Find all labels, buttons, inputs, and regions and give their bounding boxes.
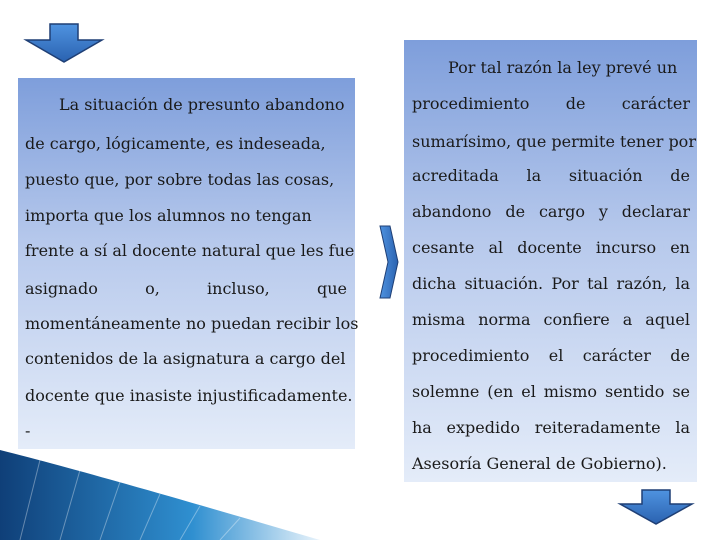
word: dicha bbox=[412, 274, 457, 293]
word: al bbox=[488, 238, 504, 257]
word: (en bbox=[487, 382, 514, 401]
word: incluso, bbox=[207, 279, 270, 298]
word: misma bbox=[412, 310, 466, 329]
word: expedido bbox=[446, 418, 520, 437]
word: razón, bbox=[616, 274, 668, 293]
word: se bbox=[672, 382, 690, 401]
word: de bbox=[670, 166, 690, 185]
word: de bbox=[505, 202, 526, 221]
word: situación bbox=[568, 166, 643, 185]
left-line-5: frente a sí al docente natural que les fue bbox=[25, 241, 355, 260]
word: la bbox=[675, 418, 690, 437]
left-line-4: importa que los alumnos no tengan bbox=[25, 206, 312, 225]
word: y bbox=[598, 202, 608, 221]
left-line-6 bbox=[25, 279, 347, 299]
right-line-3: sumarísimo, que permite tener por bbox=[412, 132, 696, 151]
word: tal bbox=[587, 274, 609, 293]
word: solemne bbox=[412, 382, 480, 401]
right-line-5 bbox=[412, 202, 690, 222]
word: la bbox=[675, 274, 690, 293]
right-line-1: Por tal razón la ley prevé un bbox=[448, 58, 678, 77]
word: acreditada bbox=[412, 166, 499, 185]
right-line-10 bbox=[412, 382, 690, 402]
word: asignado bbox=[25, 279, 98, 298]
word: carácter bbox=[582, 346, 651, 365]
word: aquel bbox=[645, 310, 690, 329]
word: confiere bbox=[543, 310, 610, 329]
word: de bbox=[565, 94, 586, 113]
word: carácter bbox=[621, 94, 690, 113]
right-line-11 bbox=[412, 418, 690, 438]
word: reiteradamente bbox=[534, 418, 661, 437]
word: en bbox=[670, 238, 690, 257]
word: el bbox=[548, 346, 564, 365]
word: que bbox=[316, 279, 347, 298]
left-line-7: momentáneamente no puedan recibir los bbox=[25, 314, 359, 333]
word: cargo bbox=[538, 202, 585, 221]
right-chevron-arrow-icon bbox=[378, 224, 400, 300]
word: de bbox=[670, 346, 690, 365]
right-line-7 bbox=[412, 274, 690, 294]
left-line-10: - bbox=[25, 421, 31, 440]
word: situación. bbox=[464, 274, 544, 293]
down-arrow-icon bbox=[22, 22, 106, 64]
word: o, bbox=[145, 279, 160, 298]
word: incurso bbox=[595, 238, 657, 257]
left-line-3: puesto que, por sobre todas las cosas, bbox=[25, 170, 335, 189]
word: procedimiento bbox=[412, 346, 530, 365]
right-text-panel bbox=[404, 40, 697, 482]
word: ha bbox=[412, 418, 432, 437]
word: declarar bbox=[621, 202, 690, 221]
down-arrow-icon bbox=[616, 488, 696, 526]
word: docente bbox=[517, 238, 582, 257]
word: la bbox=[526, 166, 542, 185]
left-line-9: docente que inasiste injustificadamente. bbox=[25, 386, 353, 405]
left-line-8: contenidos de la asignatura a cargo del bbox=[25, 349, 346, 368]
word: mismo bbox=[543, 382, 598, 401]
word: a bbox=[622, 310, 633, 329]
left-line-2: de cargo, lógicamente, es indeseada, bbox=[25, 134, 326, 153]
right-line-4 bbox=[412, 166, 690, 186]
left-text-panel bbox=[18, 78, 359, 449]
word: cesante bbox=[412, 238, 475, 257]
word: el bbox=[521, 382, 536, 401]
word: norma bbox=[478, 310, 531, 329]
word: Por bbox=[551, 274, 579, 293]
word: sentido bbox=[604, 382, 665, 401]
right-line-6 bbox=[412, 238, 690, 258]
word: abandono bbox=[412, 202, 492, 221]
right-line-12: Asesoría General de Gobierno). bbox=[412, 454, 667, 473]
right-line-2 bbox=[412, 94, 690, 114]
right-line-8 bbox=[412, 310, 690, 330]
right-line-9 bbox=[412, 346, 690, 366]
decorative-swoosh bbox=[0, 450, 330, 540]
word: procedimiento bbox=[412, 94, 530, 113]
left-line-1: La situación de presunto abandono bbox=[59, 95, 345, 114]
